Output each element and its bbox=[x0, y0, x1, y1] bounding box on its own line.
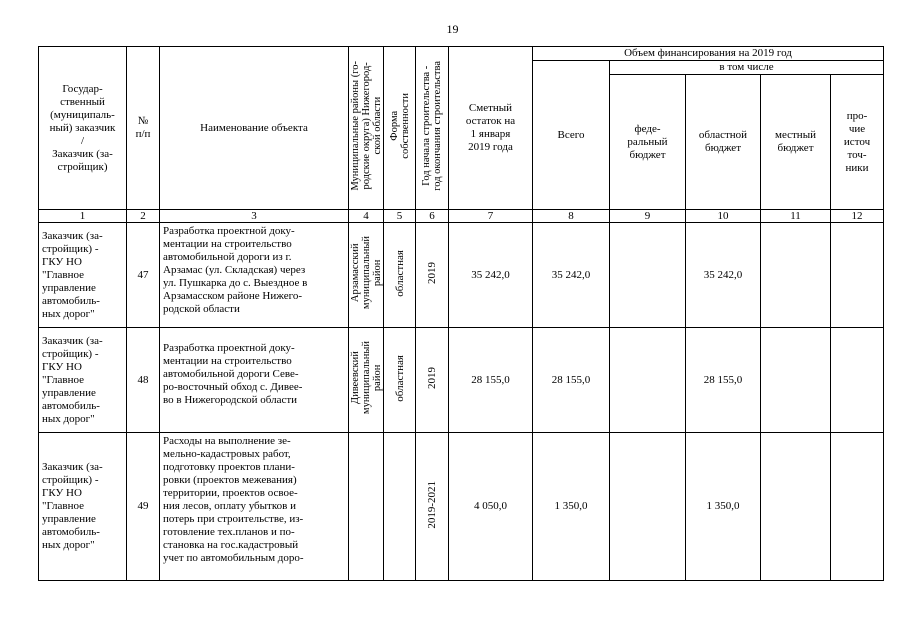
row-customer: Заказчик (за- стройщик) - ГКУ НО "Главное управление автомобиль- ных дорог" bbox=[39, 223, 127, 328]
row-local bbox=[761, 223, 831, 328]
row-ownership-text: областная bbox=[393, 249, 406, 297]
row-object-name: Разработка проектной доку- ментации на строительство автомобильной дороги Севе- ро-восточный обход с. Дивее- во в Нижегородской области bbox=[160, 328, 349, 433]
row-total: 28 155,0 bbox=[533, 328, 610, 433]
header-regional: областной бюджет bbox=[686, 75, 761, 210]
row-municipality bbox=[349, 223, 384, 328]
column-number: 5 bbox=[384, 210, 416, 223]
row-years-text: 2019 bbox=[426, 367, 438, 389]
row-other bbox=[831, 433, 884, 581]
row-local bbox=[761, 328, 831, 433]
header-other: про- чие источ точ- ники bbox=[831, 75, 884, 210]
column-number: 6 bbox=[416, 210, 449, 223]
header-row-1 bbox=[39, 47, 884, 61]
column-number: 9 bbox=[610, 210, 686, 223]
header-municipality bbox=[349, 47, 384, 210]
row-other bbox=[831, 328, 884, 433]
row-estimated-balance: 4 050,0 bbox=[449, 433, 533, 581]
table-row bbox=[39, 433, 884, 581]
row-local bbox=[761, 433, 831, 581]
row-years-text: 2019 bbox=[426, 262, 438, 284]
column-number: 3 bbox=[160, 210, 349, 223]
header-years bbox=[416, 47, 449, 210]
row-estimated-balance: 35 242,0 bbox=[449, 223, 533, 328]
row-federal bbox=[610, 328, 686, 433]
table-row bbox=[39, 223, 884, 328]
row-number: 49 bbox=[127, 433, 160, 581]
row-object-name: Разработка проектной доку- ментации на строительство автомобильной дороги из г. Арзамас (ул. Складская) через ул. Пушкарка до с. Выездное в Арзамасском районе Нижего- родской области bbox=[160, 223, 349, 328]
column-number: 1 bbox=[39, 210, 127, 223]
header-estimated-balance: Сметный остаток на 1 января 2019 года bbox=[449, 47, 533, 210]
header-total: Всего bbox=[533, 61, 610, 210]
row-ownership bbox=[384, 328, 416, 433]
header-ownership-text: Форма собственности bbox=[388, 93, 411, 159]
row-municipality bbox=[349, 433, 384, 581]
row-municipality bbox=[349, 328, 384, 433]
row-object-name: Расходы на выполнение зе- мельно-кадастровых работ, подготовку проектов плани- ровки (проектов межевания) территории, проектов освое- ния лесов, оплату убытков и потерь при строительстве, из- готовление тех.планов и по- становка на гос.кадастровый учет по автомобильным доро- bbox=[160, 433, 349, 581]
column-number: 11 bbox=[761, 210, 831, 223]
financing-table bbox=[38, 46, 884, 581]
table-row bbox=[39, 328, 884, 433]
row-number: 48 bbox=[127, 328, 160, 433]
header-municipality-text: Муниципальные районы (го- родские округа) Нижегород- ской области bbox=[349, 61, 383, 191]
row-regional: 28 155,0 bbox=[686, 328, 761, 433]
header-customer: Государ- ственный (муниципаль- ный) заказчик / Заказчик (за- стройщик) bbox=[39, 47, 127, 210]
header-local: местный бюджет bbox=[761, 75, 831, 210]
header-including: в том числе bbox=[610, 61, 884, 75]
header-num: № п/п bbox=[127, 47, 160, 210]
header-years-text: Год начала строительства - год окончания строительства bbox=[421, 61, 443, 191]
row-total: 1 350,0 bbox=[533, 433, 610, 581]
column-number: 12 bbox=[831, 210, 884, 223]
row-years bbox=[416, 433, 449, 581]
row-estimated-balance: 28 155,0 bbox=[449, 328, 533, 433]
column-number: 10 bbox=[686, 210, 761, 223]
header-federal: феде- ральный бюджет bbox=[610, 75, 686, 210]
row-ownership bbox=[384, 223, 416, 328]
page-number: 19 bbox=[446, 22, 459, 36]
row-other bbox=[831, 223, 884, 328]
column-number: 2 bbox=[127, 210, 160, 223]
header-object-name: Наименование объекта bbox=[160, 47, 349, 210]
row-regional: 35 242,0 bbox=[686, 223, 761, 328]
header-funding-volume: Объем финансирования на 2019 год bbox=[533, 47, 884, 61]
row-municipality-text: Арзамасский муниципальный район bbox=[349, 236, 383, 310]
row-federal bbox=[610, 433, 686, 581]
row-years bbox=[416, 223, 449, 328]
row-years-text: 2019-2021 bbox=[426, 480, 438, 529]
row-customer: Заказчик (за- стройщик) - ГКУ НО "Главное управление автомобиль- ных дорог" bbox=[39, 433, 127, 581]
row-regional: 1 350,0 bbox=[686, 433, 761, 581]
row-total: 35 242,0 bbox=[533, 223, 610, 328]
row-years bbox=[416, 328, 449, 433]
column-number: 8 bbox=[533, 210, 610, 223]
row-number: 47 bbox=[127, 223, 160, 328]
row-ownership-text: областная bbox=[393, 354, 406, 402]
row-federal bbox=[610, 223, 686, 328]
row-municipality-text: Дивеевский муниципальный район bbox=[349, 341, 383, 415]
column-numbers-row bbox=[39, 210, 884, 223]
row-ownership bbox=[384, 433, 416, 581]
row-customer: Заказчик (за- стройщик) - ГКУ НО "Главное управление автомобиль- ных дорог" bbox=[39, 328, 127, 433]
column-number: 4 bbox=[349, 210, 384, 223]
header-ownership bbox=[384, 47, 416, 210]
column-number: 7 bbox=[449, 210, 533, 223]
